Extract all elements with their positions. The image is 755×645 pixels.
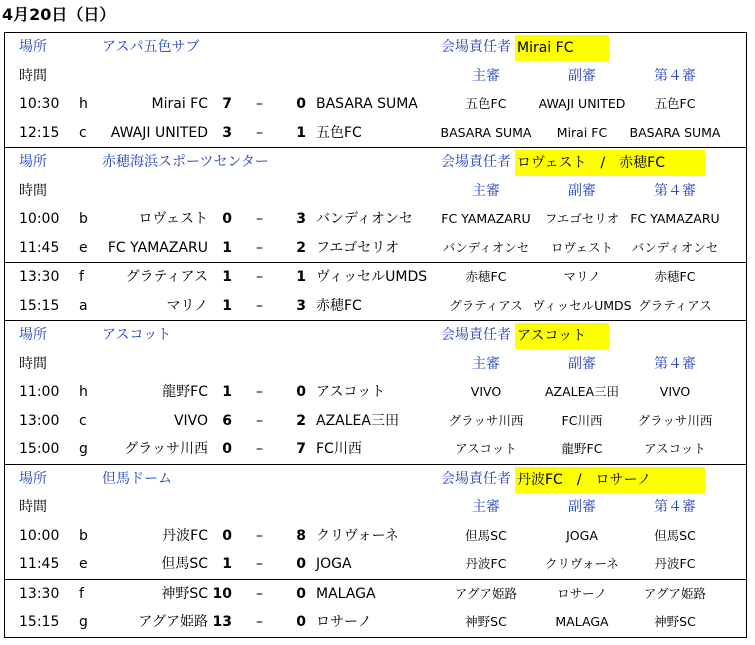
referee-fourth: 五色FC [654, 96, 696, 111]
home-team: グラティアス [125, 269, 208, 285]
score-dash: – [256, 412, 263, 429]
ref-main-header: 主審 [472, 67, 500, 84]
venue-row [5, 148, 746, 177]
score-dash: – [256, 384, 263, 400]
home-score: 3 [222, 124, 232, 141]
referee-assistant: Mirai FC [556, 124, 608, 140]
referee-assistant: AZALEA三田 [544, 384, 620, 399]
away-score: 2 [296, 239, 306, 256]
schedule-table [4, 32, 747, 638]
score-dash: – [256, 614, 263, 630]
venue-block [5, 580, 746, 638]
home-team: 神野SC [161, 585, 208, 602]
venue-row [5, 465, 746, 494]
match-slot: c [79, 412, 87, 429]
time-label: 時間 [19, 499, 47, 515]
score-dash: – [256, 556, 263, 572]
away-team: ヴィッセルUMDS [316, 269, 428, 285]
referee-assistant: ヴィッセルUMDS [532, 297, 632, 313]
referee-main: 五色FC [465, 96, 507, 111]
away-team: AZALEA三田 [316, 412, 399, 429]
column-header-row [5, 350, 746, 379]
match-slot: a [79, 297, 88, 314]
referee-fourth: バンディオンセ [631, 239, 719, 255]
match-row [5, 378, 746, 407]
ref-fourth-header: 第４審 [654, 499, 696, 515]
home-team: ロヴェスト [138, 211, 208, 227]
manager-label: 会場責任者 [441, 470, 511, 487]
ref-main-header: 主審 [472, 499, 500, 515]
referee-fourth: 但馬SC [654, 527, 696, 543]
ref-fourth-header: 第４審 [654, 67, 696, 84]
home-score: 1 [222, 239, 232, 256]
score-dash: – [256, 239, 263, 256]
manager-label: 会場責任者 [441, 39, 511, 55]
score-dash: – [256, 297, 263, 314]
referee-main: VIVO [470, 384, 502, 399]
away-team: バンディオンセ [316, 211, 413, 227]
referee-fourth: 神野SC [654, 614, 696, 629]
match-slot: c [79, 124, 87, 141]
match-time: 11:00 [19, 384, 60, 400]
match-row [5, 119, 746, 148]
column-header-row [5, 62, 746, 91]
home-score: 1 [222, 556, 232, 572]
home-team: マリノ [166, 297, 208, 314]
away-team: JOGA [316, 556, 352, 572]
match-slot: b [79, 211, 88, 227]
referee-assistant: MALAGA [555, 614, 609, 629]
referee-fourth: グラティアス [638, 297, 712, 313]
referee-assistant: フエゴセリオ [544, 211, 620, 226]
match-slot: b [79, 527, 88, 544]
home-score: 13 [212, 614, 232, 630]
match-row [5, 435, 746, 464]
score-dash: – [256, 527, 263, 544]
referee-fourth: 赤穂FC [654, 269, 696, 284]
away-team: BASARA SUMA [316, 96, 418, 112]
away-score: 2 [296, 412, 306, 429]
column-header-row [5, 493, 746, 522]
home-team: FC YAMAZARU [107, 239, 208, 256]
referee-assistant: マリノ [563, 269, 601, 284]
ref-main-header: 主審 [472, 182, 500, 199]
match-time: 10:00 [19, 527, 60, 544]
venue-name: 赤穂海浜スポーツセンター [102, 154, 269, 170]
home-team: VIVO [173, 412, 208, 429]
venue-row [5, 321, 746, 350]
referee-fourth: FC YAMAZARU [630, 211, 720, 226]
score-dash: – [256, 96, 263, 112]
referee-main: 但馬SC [465, 527, 507, 543]
match-row [5, 90, 746, 119]
ref-fourth-header: 第４審 [654, 355, 696, 372]
venue-name: 但馬ドーム [102, 470, 172, 487]
away-score: 0 [296, 556, 306, 572]
away-score: 0 [296, 585, 306, 602]
score-dash: – [256, 211, 263, 227]
referee-fourth: アグア姫路 [643, 585, 707, 601]
away-score: 1 [296, 124, 306, 141]
match-time: 11:45 [19, 556, 60, 572]
venue-label: 場所 [19, 470, 47, 487]
away-team: FC川西 [316, 441, 362, 457]
referee-main: アグア姫路 [454, 585, 518, 601]
home-score: 0 [222, 211, 232, 227]
home-score: 1 [222, 269, 232, 285]
page-title: 4月20日（日） [2, 5, 116, 24]
referee-main: グラティアス [449, 297, 523, 313]
away-score: 0 [296, 384, 306, 400]
time-label: 時間 [19, 67, 47, 84]
ref-main-header: 主審 [472, 355, 500, 372]
referee-main: 赤穂FC [465, 269, 507, 284]
home-team: グラッサ川西 [124, 441, 208, 457]
venue-name: アスコット [102, 327, 172, 343]
venue-label: 場所 [19, 327, 47, 343]
away-team: クリヴォーネ [316, 527, 399, 544]
away-score: 7 [296, 441, 306, 457]
match-time: 13:30 [19, 269, 60, 285]
referee-main: グラッサ川西 [448, 412, 524, 428]
referee-assistant: 龍野FC [561, 441, 603, 456]
match-row [5, 608, 746, 637]
match-time: 15:00 [19, 441, 60, 457]
referee-assistant: AWAJI UNITED [538, 96, 626, 111]
manager-value: Mirai FC [515, 35, 609, 61]
match-slot: e [79, 556, 88, 572]
manager-value: アスコット [515, 323, 609, 349]
manager-value: ロヴェスト / 赤穂FC [515, 150, 705, 176]
away-score: 3 [296, 297, 306, 314]
column-header-row [5, 177, 746, 206]
home-score: 10 [212, 585, 232, 602]
ref-fourth-header: 第４審 [654, 182, 696, 199]
match-row [5, 522, 746, 551]
match-time: 13:00 [19, 412, 60, 429]
match-row [5, 550, 746, 579]
away-team: ロサーノ [316, 614, 372, 630]
away-team: 赤穂FC [316, 297, 362, 314]
venue-name: アスパ五色サブ [102, 39, 200, 55]
match-slot: g [79, 441, 88, 457]
referee-main: BASARA SUMA [440, 124, 532, 140]
referee-fourth: 丹波FC [654, 556, 696, 571]
match-time: 10:00 [19, 211, 60, 227]
venue-block [5, 33, 746, 148]
referee-fourth: グラッサ川西 [637, 412, 713, 428]
manager-value: 丹波FC / ロサーノ [515, 467, 705, 493]
score-dash: – [256, 441, 263, 457]
referee-assistant: ロヴェスト [550, 239, 614, 255]
match-time: 15:15 [19, 297, 60, 314]
home-team: Mirai FC [151, 96, 208, 112]
match-slot: e [79, 239, 88, 256]
home-team: 龍野FC [162, 384, 208, 400]
venue-block [5, 263, 746, 321]
venue-block [5, 465, 746, 580]
referee-assistant: ロサーノ [557, 585, 607, 601]
home-score: 0 [222, 441, 232, 457]
match-slot: f [79, 269, 84, 285]
match-slot: h [79, 96, 88, 112]
away-score: 3 [296, 211, 306, 227]
time-label: 時間 [19, 355, 47, 372]
referee-assistant: クリヴォーネ [545, 556, 619, 571]
away-score: 1 [296, 269, 306, 285]
ref-assistant-header: 副審 [568, 499, 596, 515]
match-row [5, 234, 746, 263]
home-score: 7 [222, 96, 232, 112]
match-time: 15:15 [19, 614, 60, 630]
ref-assistant-header: 副審 [568, 67, 596, 84]
match-time: 13:30 [19, 585, 60, 602]
home-team: 但馬SC [161, 556, 208, 572]
venue-row [5, 33, 746, 62]
venue-label: 場所 [19, 39, 47, 55]
away-team: アスコット [316, 384, 386, 400]
away-team: フエゴセリオ [316, 239, 400, 256]
match-time: 10:30 [19, 96, 60, 112]
score-dash: – [256, 585, 263, 602]
match-row [5, 580, 746, 609]
ref-assistant-header: 副審 [568, 182, 596, 199]
match-slot: g [79, 614, 88, 630]
home-team: 丹波FC [162, 527, 208, 544]
referee-assistant: JOGA [566, 527, 598, 543]
away-team: MALAGA [316, 585, 376, 602]
away-team: 五色FC [316, 124, 362, 141]
match-time: 11:45 [19, 239, 60, 256]
referee-fourth: BASARA SUMA [629, 124, 721, 140]
referee-main: 神野SC [465, 614, 507, 629]
away-score: 0 [296, 614, 306, 630]
referee-assistant: FC川西 [561, 412, 603, 428]
manager-label: 会場責任者 [441, 327, 511, 343]
referee-main: 丹波FC [465, 556, 507, 571]
referee-fourth: VIVO [659, 384, 691, 399]
home-team: AWAJI UNITED [110, 124, 208, 141]
venue-label: 場所 [19, 154, 47, 170]
referee-main: FC YAMAZARU [441, 211, 531, 226]
manager-label: 会場責任者 [441, 154, 511, 170]
referee-main: アスコット [455, 441, 517, 456]
match-row [5, 205, 746, 234]
home-team: アグア姫路 [138, 614, 208, 630]
match-row [5, 263, 746, 292]
home-score: 1 [222, 384, 232, 400]
away-score: 8 [296, 527, 306, 544]
match-row [5, 407, 746, 436]
ref-assistant-header: 副審 [568, 355, 596, 372]
score-dash: – [256, 269, 263, 285]
away-score: 0 [296, 96, 306, 112]
home-score: 0 [222, 527, 232, 544]
time-label: 時間 [19, 182, 47, 199]
match-slot: h [79, 384, 88, 400]
venue-block [5, 148, 746, 263]
score-dash: – [256, 124, 263, 141]
venue-block [5, 321, 746, 465]
referee-fourth: アスコット [644, 441, 706, 456]
match-slot: f [79, 585, 84, 602]
match-row [5, 292, 746, 321]
match-time: 12:15 [19, 124, 60, 141]
home-score: 6 [222, 412, 232, 429]
home-score: 1 [222, 297, 232, 314]
referee-main: バンディオンセ [442, 239, 530, 255]
